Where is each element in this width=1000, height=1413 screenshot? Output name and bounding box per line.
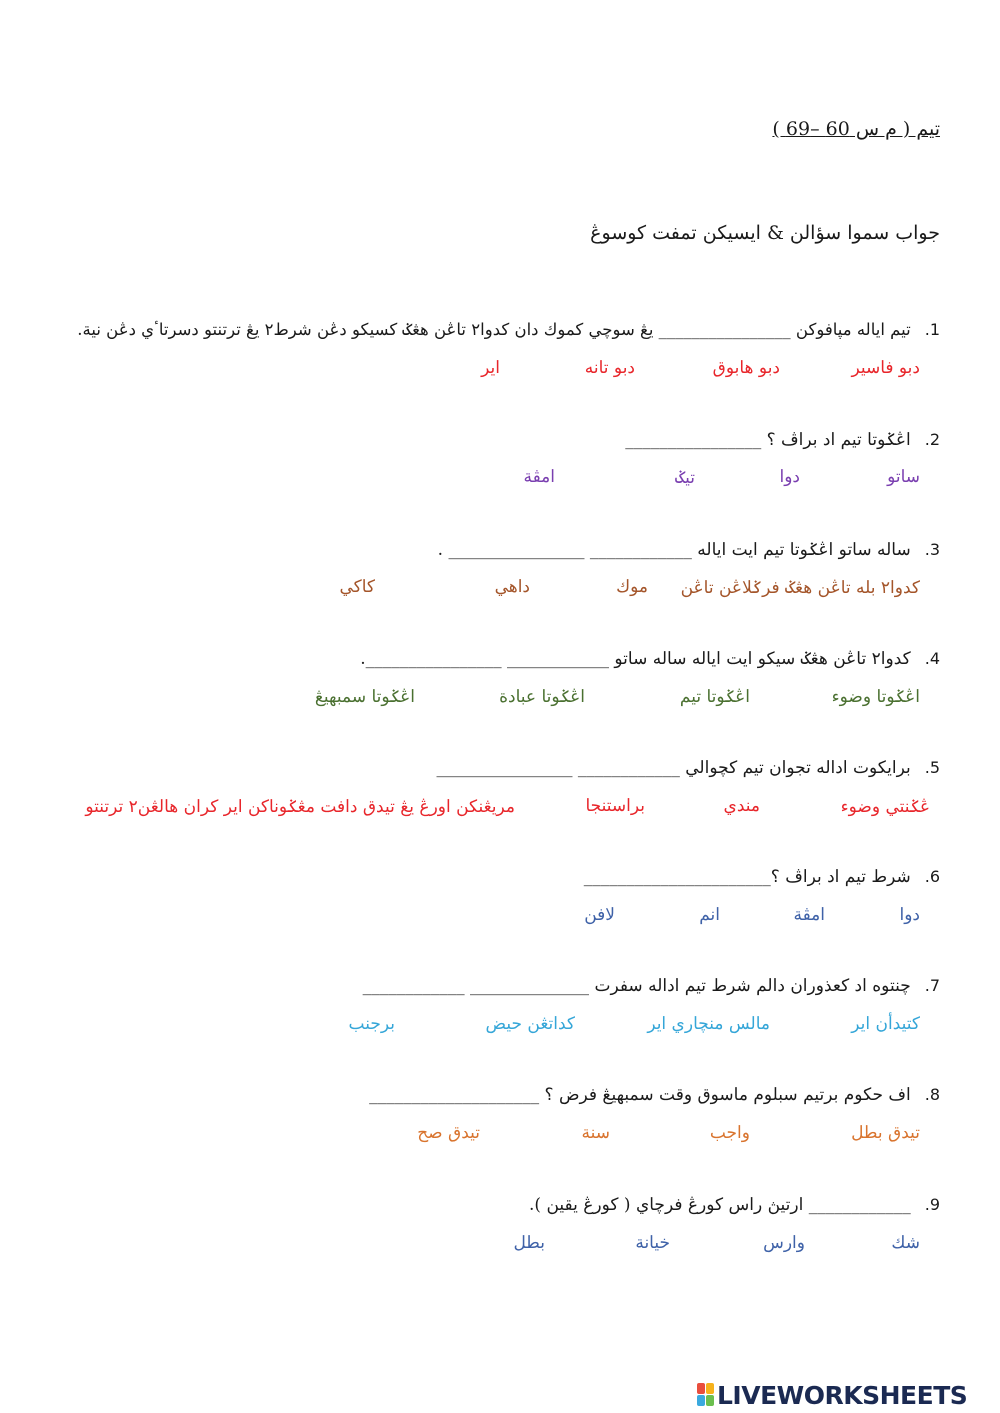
- question-number: 3.: [924, 540, 940, 559]
- option[interactable]: تيدق بطل: [851, 1123, 920, 1143]
- question-8: [369, 1085, 940, 1105]
- option[interactable]: برجنب: [348, 1014, 395, 1034]
- option[interactable]: لافن: [584, 905, 615, 925]
- question-text: چنتوه اد كعذوران دالم شرط تيم اداله سفرت ______________ ____________: [362, 976, 911, 996]
- option[interactable]: اير: [481, 358, 500, 378]
- question-number: 8.: [924, 1085, 940, 1104]
- question-text: ____________ ارتيڽ راس كورڠ فرچاي ( كورڠ يقين ).: [529, 1195, 911, 1215]
- option[interactable]: كداتڠن حيض: [485, 1014, 575, 1034]
- question-3: [438, 539, 940, 560]
- option[interactable]: مالس منچاري اير: [647, 1014, 770, 1034]
- option[interactable]: مريڠنكن اورڠ يڠ تيدق دافت مڠݢوناكن اير كران هالڠن٢ ترتنتو: [85, 797, 515, 817]
- option[interactable]: شك: [891, 1233, 920, 1253]
- option[interactable]: كتيدأن اير: [851, 1014, 920, 1034]
- option[interactable]: انم: [699, 905, 720, 925]
- question-number: 4.: [924, 649, 940, 668]
- question-9: [529, 1195, 940, 1215]
- question-6: [584, 867, 940, 887]
- question-text: اڠݢوتا تيم اد براڤ ؟ ________________: [625, 430, 911, 450]
- page-title: تيم ( م س 60 –69 ): [772, 118, 940, 140]
- question-number: 9.: [924, 1195, 940, 1214]
- question-text: برايكوت اداله تجوان تيم كچوالي ____________ ________________: [436, 758, 911, 778]
- option[interactable]: مندي: [723, 796, 760, 816]
- question-2: [625, 429, 940, 450]
- option[interactable]: دوا: [899, 905, 920, 925]
- option[interactable]: تيݢ: [675, 468, 695, 488]
- option[interactable]: دبو فاسير: [851, 358, 920, 378]
- question-number: 6.: [924, 867, 940, 886]
- question-text: شرط تيم اد براڤ ؟______________________: [583, 867, 911, 887]
- option[interactable]: براستنجا: [585, 796, 645, 816]
- question-number: 7.: [924, 976, 940, 995]
- question-number: 5.: [924, 758, 940, 777]
- option[interactable]: دبو هابوق: [712, 358, 780, 378]
- option[interactable]: كدوا٢ بله تاڠن هڠݢ فرݢلاڠن تاڠن: [680, 578, 920, 598]
- question-7: [363, 976, 940, 996]
- logo-text: LIVEWORKSHEETS: [717, 1380, 968, 1410]
- question-text: ساله ساتو اڠݢوتا تيم ايت اياله ____________ ________________ .: [437, 540, 911, 560]
- question-number: 1.: [924, 320, 940, 339]
- logo-mark-icon: [697, 1383, 715, 1407]
- liveworksheets-logo[interactable]: [697, 1380, 993, 1410]
- question-number: 2.: [924, 430, 940, 449]
- option[interactable]: دبو تانه: [584, 358, 635, 378]
- option[interactable]: كاكي: [339, 577, 375, 597]
- option[interactable]: اڠݢوتا وضوء: [831, 687, 920, 707]
- option[interactable]: ڠݢنتي وضوء: [840, 797, 930, 817]
- option[interactable]: سنة: [581, 1123, 610, 1143]
- question-text: اف حكوم برتيم سبلوم ماسوق وقت سمبهيڠ فرض ؟ ____________________: [369, 1085, 911, 1105]
- option[interactable]: تيدق صح: [417, 1123, 480, 1143]
- instruction-text: جواب سموا سؤالن & ايسيكن تمفت کوسوڠ: [590, 222, 940, 244]
- option[interactable]: وارس: [763, 1233, 805, 1253]
- question-4: [360, 648, 940, 669]
- option[interactable]: واجب: [709, 1123, 750, 1143]
- question-1: [77, 320, 940, 339]
- option[interactable]: بطل: [513, 1233, 545, 1253]
- option[interactable]: اڠݢوتا سمبهيڠ: [314, 687, 415, 707]
- question-text: كدوا٢ تاڠن هڠݢ سيكو ايت اياله ساله ساتو ____________ ________________.: [360, 649, 911, 669]
- option[interactable]: اڠݢوتا عبادة: [499, 687, 585, 707]
- option[interactable]: امڤة: [523, 467, 555, 487]
- option[interactable]: دوا: [779, 467, 800, 487]
- option[interactable]: موك: [616, 577, 648, 597]
- option[interactable]: داهي: [494, 577, 530, 597]
- question-text: تيم اياله مپافوكن ________________ يڠ سوچي كموك دان كدوا٢ تاڠن هڠݢ كسيكو دڠن شرط٢ يڠ ترتنتو دسرتاٴي دڠن نية.: [77, 320, 911, 339]
- option[interactable]: اڠݢوتا تيم: [679, 687, 750, 707]
- option[interactable]: امڤة: [793, 905, 825, 925]
- option[interactable]: ساتو: [887, 467, 920, 487]
- question-5: [436, 758, 940, 778]
- option[interactable]: خيانة: [635, 1233, 670, 1253]
